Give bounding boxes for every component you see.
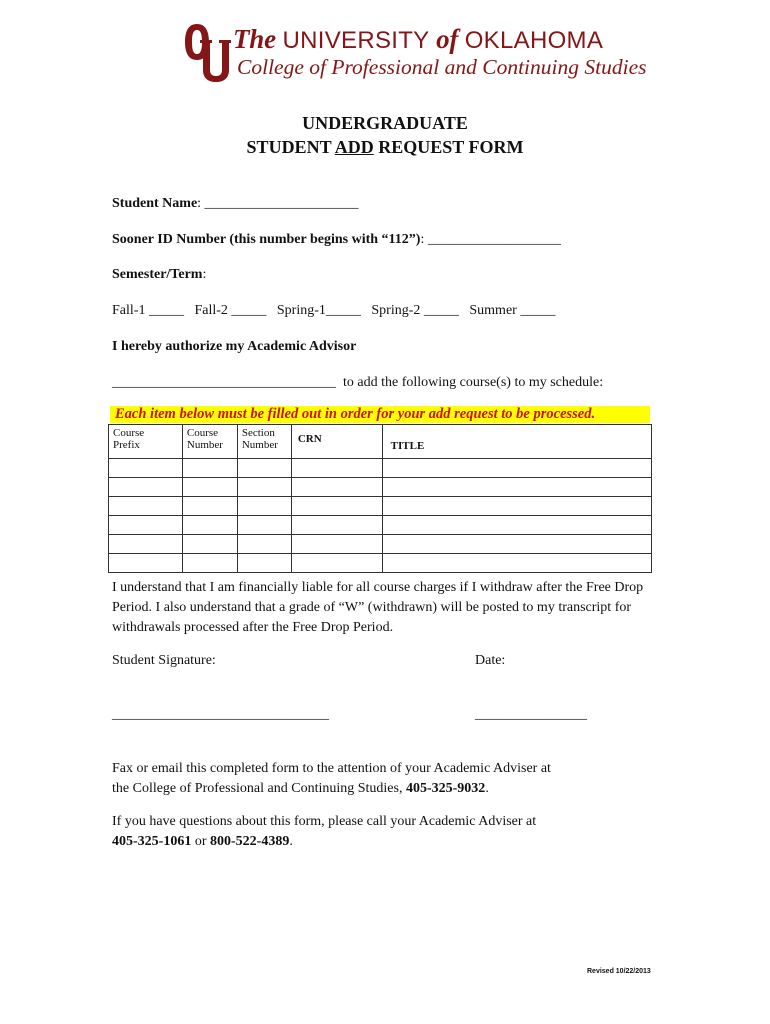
revised-date: Revised 10/22/2013: [587, 968, 651, 975]
sooner-id-blank[interactable]: : ___________________: [420, 232, 561, 247]
term-options[interactable]: Fall-1 _____ Fall-2 _____ Spring-1_____ Spring-2 _____ Summer _____: [112, 303, 556, 318]
cell[interactable]: [109, 478, 183, 497]
authorize-statement: I hereby authorize my Academic Advisor: [112, 339, 357, 354]
cell[interactable]: [291, 535, 382, 554]
semester-label-text: Semester/Term: [112, 267, 203, 282]
cell[interactable]: [109, 554, 183, 573]
title-add: ADD: [334, 137, 374, 157]
fax-line2: the College of Professional and Continuing Studies,: [112, 781, 406, 796]
date-line[interactable]: ________________: [475, 707, 587, 722]
cell[interactable]: [182, 535, 237, 554]
questions-instructions: [112, 812, 672, 852]
logo-the: The: [233, 24, 276, 54]
sooner-id-field[interactable]: [112, 232, 561, 248]
student-name-blank[interactable]: : ______________________: [197, 196, 359, 211]
cell[interactable]: [237, 554, 291, 573]
date-label: Date:: [475, 653, 506, 668]
advisor-field[interactable]: [112, 375, 603, 391]
header-course-number: Course Number: [182, 425, 237, 459]
logo-college-name: College of Professional and Continuing Studies: [237, 55, 647, 79]
header-course-prefix: Course Prefix: [109, 425, 183, 459]
title-pre: STUDENT: [246, 137, 335, 157]
cell[interactable]: [291, 554, 382, 573]
logo-university-name: [233, 24, 603, 55]
cell[interactable]: [109, 516, 183, 535]
student-signature-label: Student Signature:: [112, 653, 216, 668]
table-row[interactable]: [109, 497, 652, 516]
logo-oklahoma: OKLAHOMA: [464, 27, 604, 54]
cell[interactable]: [382, 459, 651, 478]
ou-monogram-icon: [183, 20, 233, 84]
header-title: TITLE: [382, 425, 651, 459]
cell[interactable]: [237, 478, 291, 497]
table-row[interactable]: [109, 516, 652, 535]
cell[interactable]: [382, 478, 651, 497]
table-row[interactable]: [109, 535, 652, 554]
title-post: REQUEST FORM: [373, 137, 524, 157]
cell[interactable]: [291, 478, 382, 497]
form-title-line2: [0, 137, 770, 158]
table-row[interactable]: [109, 554, 652, 573]
course-table: [108, 424, 652, 573]
questions-phone2: 800-522-4389: [210, 834, 290, 849]
questions-or: or: [191, 834, 210, 849]
student-signature-line[interactable]: _______________________________: [112, 707, 329, 722]
cell[interactable]: [237, 459, 291, 478]
advisor-blank[interactable]: ________________________________: [112, 375, 336, 390]
fax-instructions: [112, 759, 672, 799]
cell[interactable]: [291, 497, 382, 516]
fax-phone: 405-325-9032: [405, 781, 486, 796]
cell[interactable]: [291, 516, 382, 535]
liability-statement: I understand that I am financially liable for all course charges if I withdraw after the Free Drop Period. I also understand that a grade of “W” (withdrawn) will be posted to my transcript for withdrawals processed after the Free Drop Period.: [112, 580, 644, 635]
semester-label-colon: :: [202, 267, 207, 282]
cell[interactable]: [109, 535, 183, 554]
table-row[interactable]: [109, 459, 652, 478]
cell[interactable]: [109, 459, 183, 478]
cell[interactable]: [237, 516, 291, 535]
table-header-row: [109, 425, 652, 459]
cell[interactable]: [291, 459, 382, 478]
questions-period: .: [289, 834, 293, 849]
student-name-field[interactable]: [112, 196, 359, 212]
cell[interactable]: [382, 516, 651, 535]
cell[interactable]: [182, 554, 237, 573]
fax-period: .: [485, 781, 489, 796]
student-name-label: Student Name: [112, 196, 198, 211]
cell[interactable]: [382, 497, 651, 516]
cell[interactable]: [237, 535, 291, 554]
semester-term-label: [112, 267, 206, 283]
sooner-id-label: Sooner ID Number (this number begins with “112”): [112, 232, 421, 247]
header-section-number: Section Number: [237, 425, 291, 459]
logo-of: of: [436, 24, 459, 54]
cell[interactable]: [382, 535, 651, 554]
header-crn: CRN: [291, 425, 382, 459]
advisor-tail-text: to add the following course(s) to my schedule:: [343, 375, 604, 390]
form-title-line1: UNDERGRADUATE: [302, 113, 468, 133]
fax-line1: Fax or email this completed form to the attention of your Academic Adviser at: [112, 761, 551, 776]
cell[interactable]: [182, 516, 237, 535]
cell[interactable]: [237, 497, 291, 516]
cell[interactable]: [182, 459, 237, 478]
cell[interactable]: [382, 554, 651, 573]
cell[interactable]: [182, 478, 237, 497]
cell[interactable]: [182, 497, 237, 516]
table-row[interactable]: [109, 478, 652, 497]
cell[interactable]: [109, 497, 183, 516]
questions-line1: If you have questions about this form, please call your Academic Adviser at: [112, 814, 537, 829]
logo-university: UNIVERSITY: [282, 27, 430, 54]
required-notice: Each item below must be filled out in order for your add request to be processed.: [110, 406, 650, 423]
questions-phone1: 405-325-1061: [112, 834, 192, 849]
